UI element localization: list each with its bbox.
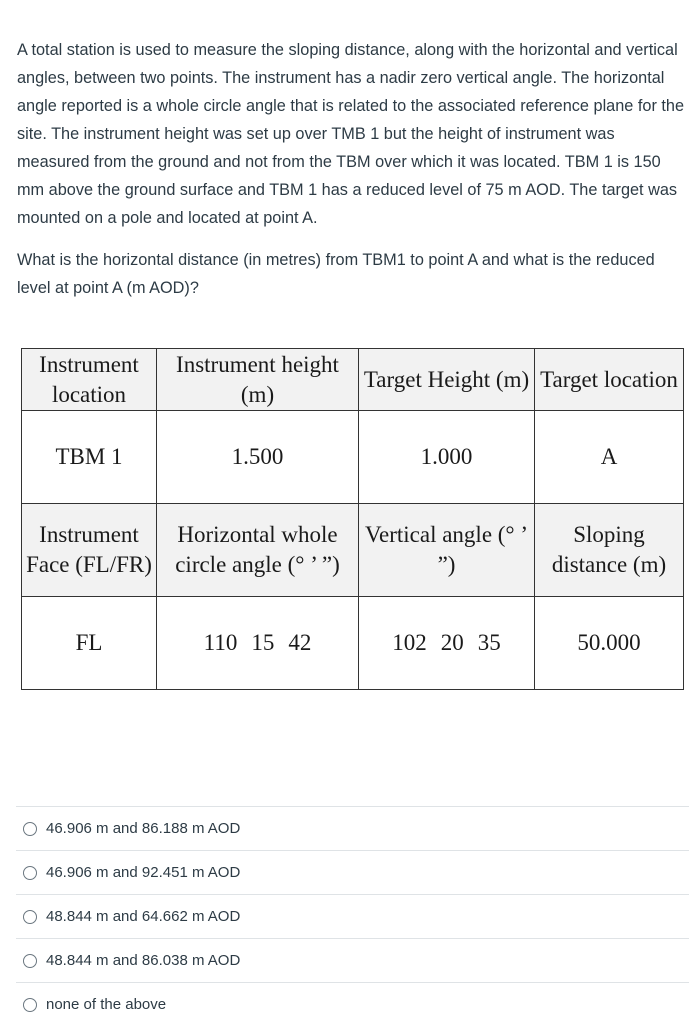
- radio-button[interactable]: [23, 954, 37, 968]
- answer-option-2[interactable]: [16, 850, 689, 894]
- horizontal-angle-degrees: 110: [203, 630, 238, 655]
- table-row: [22, 411, 684, 504]
- header-target-location: Target location: [535, 349, 684, 411]
- radio-button[interactable]: [23, 866, 37, 880]
- table-header-row-1: [22, 349, 684, 411]
- answer-option-1[interactable]: [16, 806, 689, 850]
- cell-horizontal-angle: [157, 597, 359, 690]
- table-row: [22, 597, 684, 690]
- header-instrument-location: Instrument location: [22, 349, 157, 411]
- answer-option-4[interactable]: [16, 938, 689, 982]
- answer-option-label: 48.844 m and 64.662 m AOD: [46, 908, 241, 925]
- answer-option-label: none of the above: [46, 996, 167, 1013]
- header-vertical-angle: Vertical angle (° ’ ”): [359, 504, 535, 597]
- answer-option-label: 46.906 m and 86.188 m AOD: [46, 820, 241, 837]
- answer-option-5[interactable]: [16, 982, 689, 1026]
- cell-target-height: 1.000: [359, 411, 535, 504]
- header-sloping-distance: Sloping distance (m): [535, 504, 684, 597]
- table-header-row-2: [22, 504, 684, 597]
- cell-target-location: A: [535, 411, 684, 504]
- horizontal-angle-seconds: 42: [288, 630, 312, 655]
- cell-vertical-angle: [359, 597, 535, 690]
- vertical-angle-minutes: 20: [440, 630, 464, 655]
- cell-sloping-distance: 50.000: [535, 597, 684, 690]
- cell-instrument-location: TBM 1: [22, 411, 157, 504]
- cell-instrument-height: 1.500: [157, 411, 359, 504]
- radio-button[interactable]: [23, 998, 37, 1012]
- question-text: [17, 36, 687, 316]
- answer-options: [16, 806, 689, 1026]
- survey-data-table: [21, 348, 684, 690]
- answer-option-label: 46.906 m and 92.451 m AOD: [46, 864, 241, 881]
- answer-option-label: 48.844 m and 86.038 m AOD: [46, 952, 241, 969]
- header-horizontal-angle: Horizontal whole circle angle (° ’ ”): [157, 504, 359, 597]
- header-instrument-face: Instrument Face (FL/FR): [22, 504, 157, 597]
- vertical-angle-seconds: 35: [477, 630, 501, 655]
- cell-instrument-face: FL: [22, 597, 157, 690]
- radio-button[interactable]: [23, 822, 37, 836]
- radio-button[interactable]: [23, 910, 37, 924]
- header-instrument-height: Instrument height (m): [157, 349, 359, 411]
- header-target-height: Target Height (m): [359, 349, 535, 411]
- question-paragraph-2: What is the horizontal distance (in metres) from TBM1 to point A and what is the reduced level at point A (m AOD)?: [17, 251, 655, 297]
- answer-option-3[interactable]: [16, 894, 689, 938]
- vertical-angle-degrees: 102: [392, 630, 427, 655]
- question-paragraph-1: A total station is used to measure the sloping distance, along with the horizontal and vertical angles, between two points. The instrument has a nadir zero vertical angle. The horizontal angle reported is a whole circle angle that is related to the associated reference plane for the site. The instrument height was set up over TMB 1 but the height of instrument was measured from the ground and not from the TBM over which it was located. TBM 1 is 150 mm above the ground surface and TBM 1 has a reduced level of 75 m AOD. The target was mounted on a pole and located at point A.: [17, 41, 685, 227]
- horizontal-angle-minutes: 15: [251, 630, 275, 655]
